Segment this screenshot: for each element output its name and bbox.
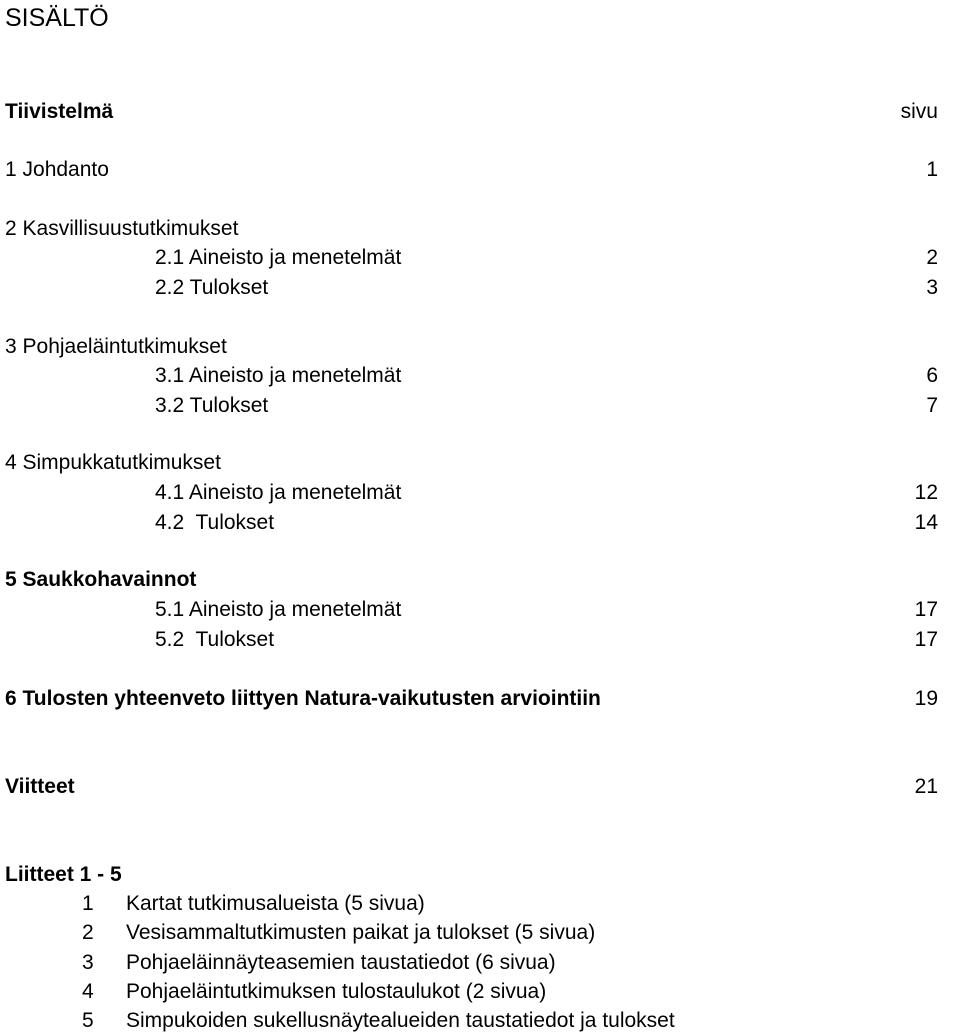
section-3-2-page: 7: [926, 394, 938, 417]
chapter-3-label: 3 Pohjaeläintutkimukset: [5, 335, 227, 358]
section-4-2-label: 4.2 Tulokset: [155, 511, 275, 534]
appendices-label: Liitteet 1 - 5: [5, 863, 122, 886]
section-2-1-label: 2.1 Aineisto ja menetelmät: [155, 246, 402, 269]
appendix-2-text: Vesisammaltutkimusten paikat ja tulokset (5 sivua): [126, 921, 596, 944]
chapter-6-label: 6 Tulosten yhteenveto liittyen Natura-vaikutusten arviointiin: [5, 687, 601, 710]
section-4-1-page: 12: [914, 481, 938, 504]
page-column-header: sivu: [900, 100, 938, 123]
chapter-5-label: 5 Saukkohavainnot: [5, 568, 197, 591]
chapter-4-label: 4 Simpukkatutkimukset: [5, 451, 221, 474]
abstract-label: Tiivistelmä: [5, 100, 114, 123]
section-5-1-page: 17: [914, 598, 938, 621]
section-5-2-page: 17: [914, 628, 938, 651]
section-3-1-label: 3.1 Aineisto ja menetelmät: [155, 364, 402, 387]
appendix-4-text: Pohjaeläintutkimuksen tulostaulukot (2 sivua): [126, 980, 547, 1003]
appendix-3-text: Pohjaeläinnäyteasemien taustatiedot (6 sivua): [126, 951, 556, 974]
section-4-1-label: 4.1 Aineisto ja menetelmät: [155, 481, 402, 504]
appendix-2-num: 2: [82, 921, 94, 944]
section-2-2-page: 3: [926, 276, 938, 299]
appendix-1-text: Kartat tutkimusalueista (5 sivua): [126, 892, 425, 915]
appendix-5-num: 5: [82, 1009, 94, 1032]
appendix-1-num: 1: [82, 892, 94, 915]
references-label: Viitteet: [5, 775, 75, 798]
section-3-1-page: 6: [926, 364, 938, 387]
section-3-2-label: 3.2 Tulokset: [155, 394, 269, 417]
appendix-4-num: 4: [82, 980, 94, 1003]
section-2-1-page: 2: [926, 246, 938, 269]
section-4-2-page: 14: [914, 511, 938, 534]
appendix-5-text: Simpukoiden sukellusnäytealueiden taustatiedot ja tulokset: [126, 1009, 675, 1032]
appendix-3-num: 3: [82, 951, 94, 974]
chapter-6-page: 19: [914, 687, 938, 710]
chapter-2-label: 2 Kasvillisuustutkimukset: [5, 217, 239, 240]
section-5-1-label: 5.1 Aineisto ja menetelmät: [155, 598, 402, 621]
section-5-2-label: 5.2 Tulokset: [155, 628, 275, 651]
section-2-2-label: 2.2 Tulokset: [155, 276, 269, 299]
chapter-1-label: 1 Johdanto: [5, 158, 109, 181]
references-page: 21: [914, 775, 938, 798]
chapter-1-page: 1: [926, 158, 938, 181]
page-title: SISÄLTÖ: [5, 4, 109, 32]
